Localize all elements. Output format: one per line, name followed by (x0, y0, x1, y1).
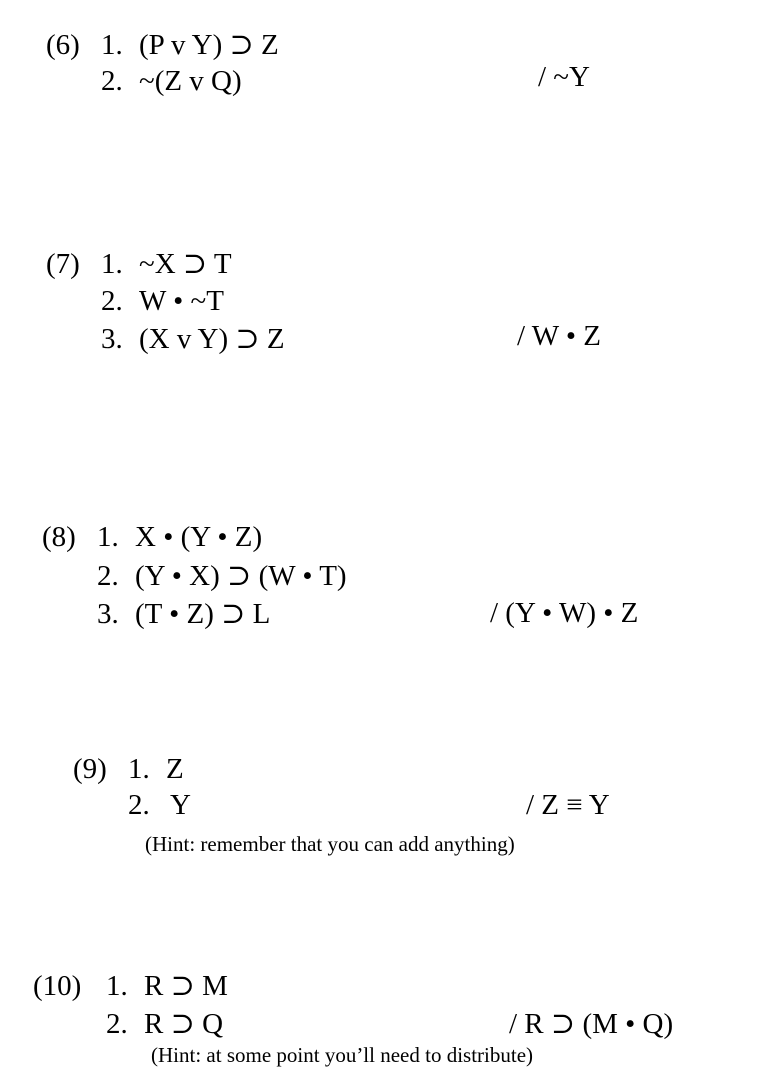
premise-number: 2. (101, 285, 123, 317)
conclusion: / Z ≡ Y (526, 789, 610, 821)
premise-number: 1. (101, 29, 123, 61)
premise-number: 2. (97, 560, 119, 592)
premise-formula: (T • Z) ⊃ L (135, 598, 271, 630)
premise-number: 1. (101, 248, 123, 280)
conclusion: / (Y • W) • Z (490, 597, 639, 629)
premise-formula: (X v Y) ⊃ Z (139, 323, 285, 355)
premise-number: 1. (128, 753, 150, 785)
premise-formula: R ⊃ Q (144, 1008, 224, 1040)
premise-number: 2. (128, 789, 150, 821)
conclusion: / W • Z (517, 320, 601, 352)
premise-number: 3. (101, 323, 123, 355)
premise-number: 2. (101, 65, 123, 97)
premise-formula: Z (166, 753, 184, 785)
problem-number: (10) (33, 970, 82, 1002)
premise-formula: W • ~T (139, 285, 224, 317)
premise-formula: ~X ⊃ T (139, 248, 232, 280)
premise-formula: (P v Y) ⊃ Z (139, 29, 279, 61)
problem-number: (6) (46, 29, 80, 61)
problem-number: (7) (46, 248, 80, 280)
hint: (Hint: at some point you’ll need to distribute) (151, 1043, 534, 1067)
premise-formula: R ⊃ M (144, 970, 228, 1002)
premise-number: 2. (106, 1008, 128, 1040)
conclusion: / R ⊃ (M • Q) (509, 1008, 674, 1040)
premise-formula: (Y • X) ⊃ (W • T) (135, 560, 347, 592)
premise-formula: ~(Z v Q) (139, 65, 242, 97)
premise-number: 1. (97, 521, 119, 553)
premise-number: 1. (106, 970, 128, 1002)
conclusion: / ~Y (538, 61, 590, 93)
hint: (Hint: remember that you can add anything) (145, 832, 515, 856)
premise-number: 3. (97, 598, 119, 630)
problem-number: (9) (73, 753, 107, 785)
problem-number: (8) (42, 521, 76, 553)
premise-formula: Y (170, 789, 191, 821)
premise-formula: X • (Y • Z) (135, 521, 263, 553)
